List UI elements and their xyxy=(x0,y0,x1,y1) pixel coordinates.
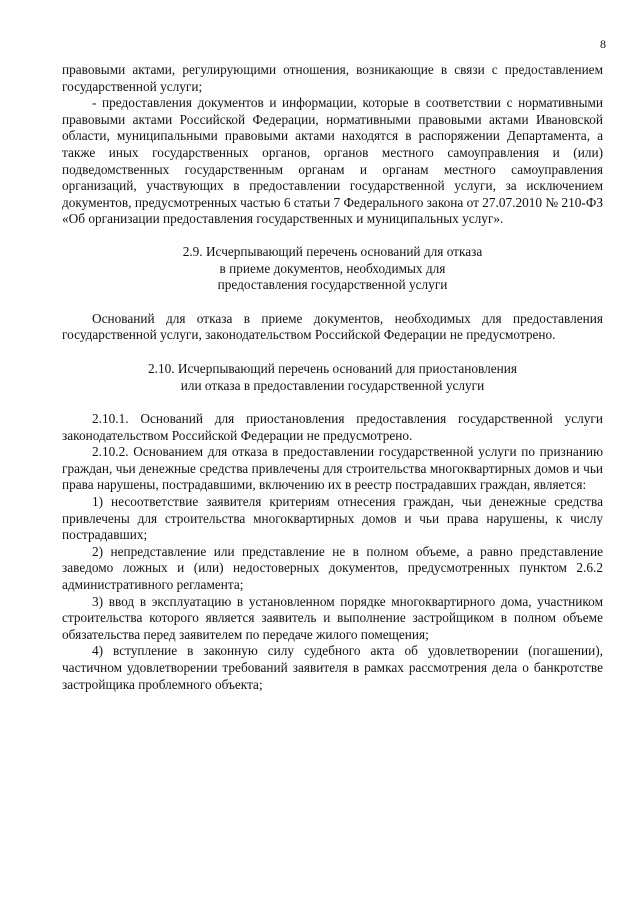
section-heading-line: в приеме документов, необходимых для xyxy=(219,260,446,276)
section-heading-line: предоставления государственной услуги xyxy=(217,277,448,293)
paragraph-2-10-2: 2.10.2. Основанием для отказа в предоставлении государственной услуги по признанию граждан, чьи денежные средства привлечены для строительства многоквартирных домов и чьи права нарушены, пострадавшими, включению их в реестр пострадавших граждан, является: xyxy=(62,444,603,493)
section-2-9-text: Оснований для отказа в приеме документов, необходимых для предоставления государственной услуги, законодательством Российской Федерации не предусмотрено. xyxy=(62,310,603,343)
section-2-9-heading xyxy=(62,244,603,294)
paragraph-2-10-1: 2.10.1. Оснований для приостановления предоставления государственной услуги законодательством Российской Федерации не предусмотрено. xyxy=(62,411,603,443)
page-number: 8 xyxy=(600,37,606,51)
list-item-1: 1) несоответствие заявителя критериям отнесения граждан, чьи денежные средства привлечены для строительства многоквартирных домов и чьи права нарушены, к числу пострадавших; xyxy=(62,494,603,543)
section-heading-line: 2.10. Исчерпывающий перечень оснований для приостановления xyxy=(147,360,518,376)
section-heading-line: или отказа в предоставлении государственной услуги xyxy=(180,377,485,393)
paragraph-continuation: правовыми актами, регулирующими отношения, возникающие в связи с предоставлением государственной услуги; xyxy=(62,62,603,94)
list-item-4: 4) вступление в законную силу судебного акта об удовлетворении (погашении), частичном удовлетворении требований заявителя в рамках рассмотрения дела о банкротстве застройщика проблемного объекта; xyxy=(62,643,603,692)
section-2-10-heading xyxy=(62,361,603,394)
section-heading-line: 2.9. Исчерпывающий перечень оснований для отказа xyxy=(182,243,483,259)
document-body xyxy=(62,62,603,693)
list-item-2: 2) непредставление или представление не в полном объеме, а равно представление заведомо ложных и (или) недостоверных документов, предусмотренных пунктом 2.6.2 административного регламента; xyxy=(62,543,603,593)
paragraph-documents-item: - предоставления документов и информации, которые в соответствии с нормативными правовыми актами Российской Федерации, нормативными правовыми актами Ивановской области, муниципальными правовыми актами находятся в распоряжении Департамента, а также иных государственных органов, органов местного самоуправления и (или) подведомственных государственным органам и органам местного самоуправления организаций, участвующих в предоставлении государственной услуги, за исключением документов, предусмотренных частью 6 статьи 7 Федерального закона от 27.07.2010 № 210-ФЗ «Об организации предоставления государственных и муниципальных услуг». xyxy=(62,95,603,227)
list-item-3: 3) ввод в эксплуатацию в установленном порядке многоквартирного дома, участником строительства которого является заявитель и выполнение застройщиком в полном объеме обязательства перед заявителем по передаче жилого помещения; xyxy=(62,593,603,642)
